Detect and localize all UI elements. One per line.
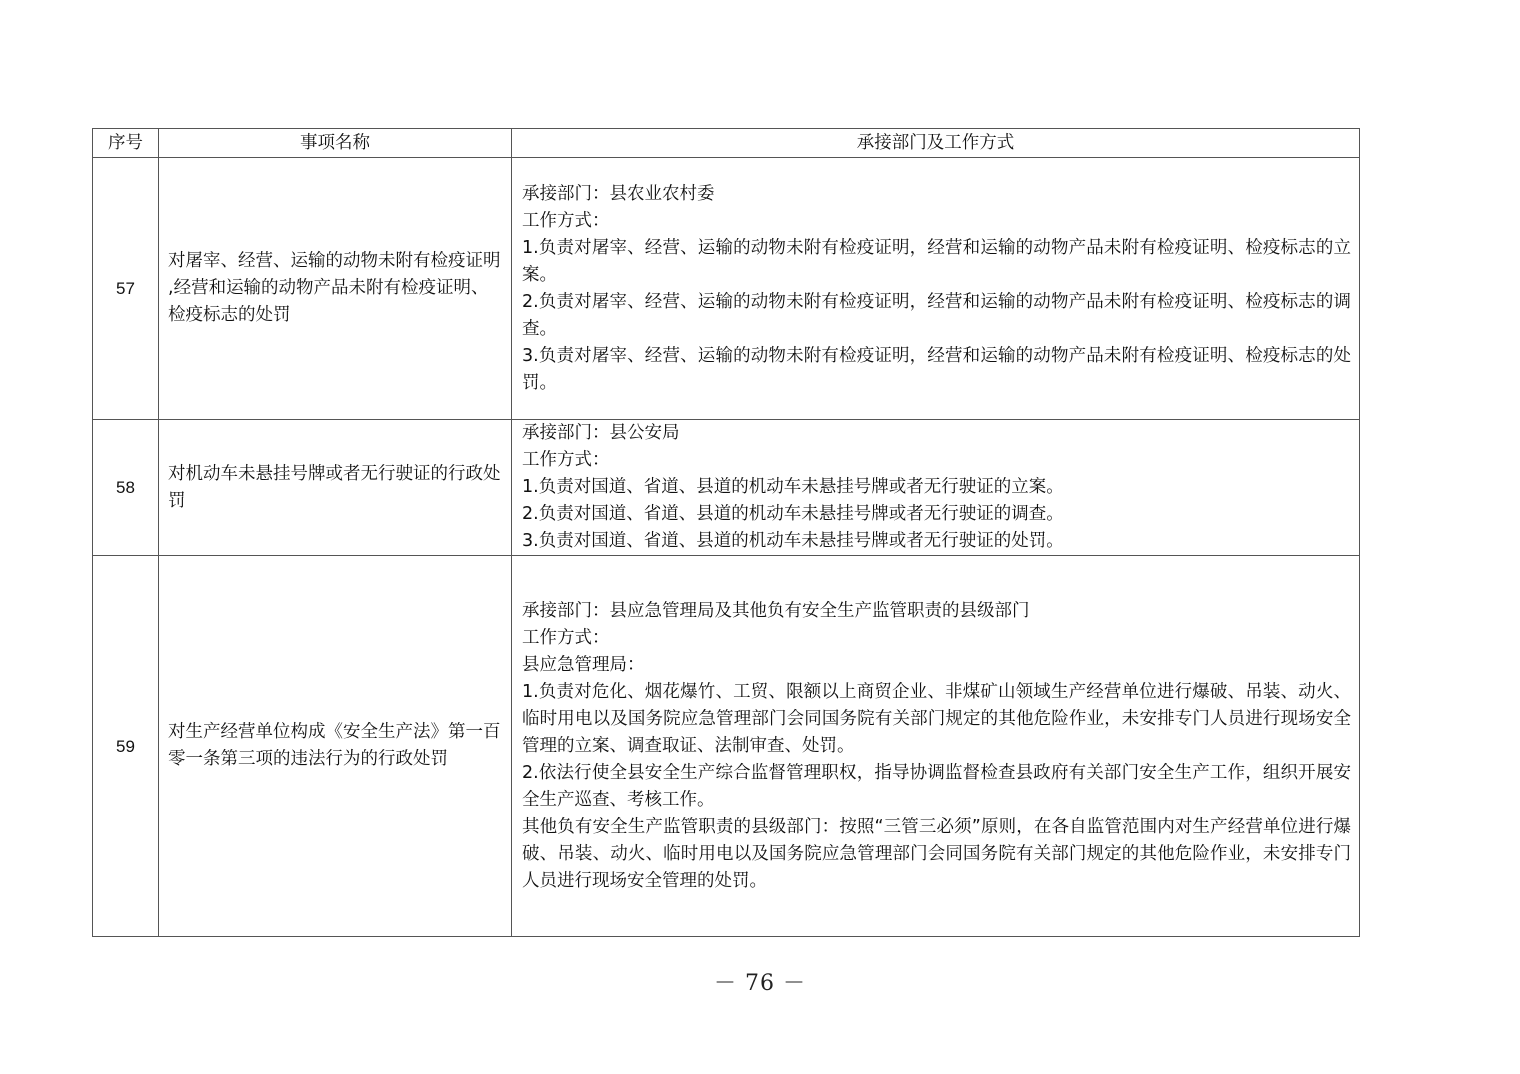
page-number: － 76 － (714, 971, 806, 996)
table-row (93, 420, 1360, 556)
items-table (92, 128, 1360, 937)
detail-line: 县应急管理局： (522, 654, 645, 675)
row-serial-number: 59 (93, 556, 159, 937)
detail-line: 承接部门：县应急管理局及其他负有安全生产监管职责的县级部门 (522, 600, 1030, 621)
row-department-detail (512, 420, 1360, 556)
detail-line: 2.负责对屠宰、经营、运输的动物未附有检疫证明，经营和运输的动物产品未附有检疫证明、检疫标志的调查。 (522, 291, 1351, 339)
header-department-and-method: 承接部门及工作方式 (512, 129, 1360, 158)
row-item-name: 对屠宰、经营、运输的动物未附有检疫证明 ,经营和运输的动物产品未附有检疫证明、检疫标志的处罚 (159, 158, 512, 420)
row-department-detail (512, 158, 1360, 420)
row-serial-number: 58 (93, 420, 159, 556)
row-item-name: 对生产经营单位构成《安全生产法》第一百零一条第三项的违法行为的行政处罚 (159, 556, 512, 937)
table-row (93, 556, 1360, 937)
detail-line: 工作方式： (522, 450, 610, 470)
detail-line: 1.负责对屠宰、经营、运输的动物未附有检疫证明，经营和运输的动物产品未附有检疫证明、检疫标志的立案。 (522, 237, 1351, 285)
detail-line: 承接部门：县公安局 (522, 423, 680, 443)
detail-line: 2.负责对国道、省道、县道的机动车未悬挂号牌或者无行驶证的调查。 (522, 504, 1064, 524)
row-department-detail (512, 556, 1360, 937)
table-header-row (93, 129, 1360, 158)
header-item-name: 事项名称 (159, 129, 512, 158)
detail-line: 工作方式： (522, 627, 610, 648)
detail-line: 1.负责对国道、省道、县道的机动车未悬挂号牌或者无行驶证的立案。 (522, 477, 1064, 497)
detail-line: 2.依法行使全县安全生产综合监督管理职权，指导协调监督检查县政府有关部门安全生产工作，组织开展安全生产巡查、考核工作。 (522, 762, 1351, 810)
detail-line: 3.负责对屠宰、经营、运输的动物未附有检疫证明，经营和运输的动物产品未附有检疫证明、检疫标志的处罚。 (522, 345, 1351, 393)
table-row (93, 158, 1360, 420)
row-serial-number: 57 (93, 158, 159, 420)
detail-line: 3.负责对国道、省道、县道的机动车未悬挂号牌或者无行驶证的处罚。 (522, 531, 1064, 551)
row-item-name: 对机动车未悬挂号牌或者无行驶证的行政处罚 (159, 420, 512, 556)
detail-line: 1.负责对危化、烟花爆竹、工贸、限额以上商贸企业、非煤矿山领域生产经营单位进行爆破、吊装、动火、临时用电以及国务院应急管理部门会同国务院有关部门规定的其他危险作业，未安排专门人员进行现场安全管理的立案、调查取证、法制审查、处罚。 (522, 681, 1351, 756)
detail-line: 其他负有安全生产监管职责的县级部门：按照“三管三必须”原则，在各自监管范围内对生产经营单位进行爆破、吊装、动火、临时用电以及国务院应急管理部门会同国务院有关部门规定的其他危险作业，未安排专门人员进行现场安全管理的处罚。 (522, 816, 1351, 891)
detail-line: 工作方式： (522, 210, 610, 231)
header-serial-number: 序号 (93, 129, 159, 158)
detail-line: 承接部门：县农业农村委 (522, 183, 715, 204)
